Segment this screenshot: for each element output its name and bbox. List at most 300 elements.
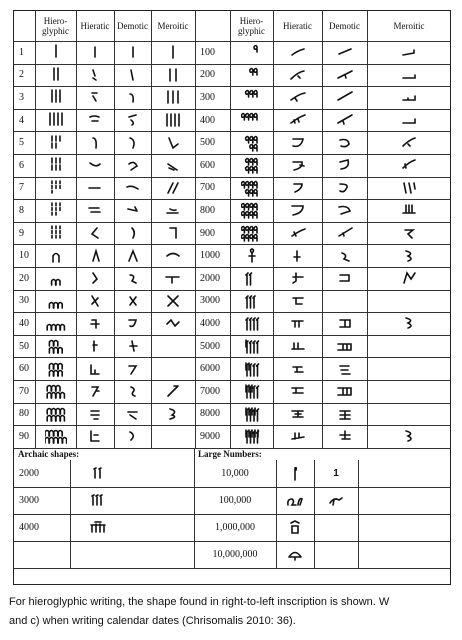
shen-ring-icon — [284, 545, 306, 563]
numeral-sign-icon — [230, 290, 273, 313]
numeral-table — [13, 10, 451, 585]
row-number: 10 — [19, 250, 29, 262]
hieratic-sign-icon — [84, 247, 106, 265]
hieratic-sign-icon — [84, 427, 106, 445]
demotic-sign-icon — [334, 201, 356, 219]
numeral-sign-icon — [273, 425, 322, 448]
demotic-sign-icon — [334, 427, 356, 445]
row-number: 8 — [19, 204, 24, 216]
numeral-sign-icon — [114, 425, 151, 448]
hieratic-sign-icon — [84, 382, 106, 400]
demotic-sign-icon — [122, 292, 144, 310]
row-number: 700 — [200, 182, 215, 194]
large-number: 100,000 — [218, 494, 252, 506]
numeral-sign-icon — [114, 131, 151, 154]
demotic-sign-icon — [122, 134, 144, 152]
meroitic-sign-icon — [398, 66, 420, 84]
numeral-sign-icon — [76, 109, 114, 132]
caption-line-1: For hieroglyphic writing, the shape found in right-to-left inscription is shown. W — [9, 596, 390, 608]
numeral-sign-icon — [114, 335, 151, 358]
demotic-sign-icon — [334, 314, 356, 332]
column-header-hieroglyphic: Hiero- glyphic — [42, 16, 69, 36]
large-numbers-heading: Large Numbers: — [198, 448, 262, 459]
demotic-sign-icon — [122, 427, 144, 445]
numeral-sign-icon — [276, 460, 314, 487]
column-header-meroitic2: Meroitic — [393, 21, 425, 31]
numeral-sign-icon — [322, 222, 367, 245]
numeral-sign-icon — [273, 131, 322, 154]
demotic-sign-icon — [334, 66, 356, 84]
numeral-sign-icon — [273, 177, 322, 200]
numeral-sign-icon — [114, 290, 151, 313]
numeral-sign-icon — [76, 244, 114, 267]
hieratic-sign-icon — [287, 427, 309, 445]
numeral-sign-icon — [314, 487, 358, 514]
numeral-sign-icon — [367, 131, 451, 154]
hieroglyph-sign-icon — [241, 43, 263, 61]
column-header-hieratic2: Hieratic — [283, 21, 312, 31]
demotic-sign-icon — [122, 405, 144, 423]
numeral-sign-icon — [35, 64, 76, 87]
row-number: 60 — [19, 363, 29, 375]
demotic-sign-icon — [122, 66, 144, 84]
row-number: 3 — [19, 91, 24, 103]
numeral-sign-icon — [322, 335, 367, 358]
numeral-sign-icon — [35, 154, 76, 177]
numeral-sign-icon — [76, 177, 114, 200]
hieratic-sign-icon — [84, 88, 106, 106]
meroitic-sign-icon — [398, 43, 420, 61]
numeral-sign-icon — [322, 267, 367, 290]
column-divider — [358, 460, 359, 568]
numeral-sign-icon — [114, 199, 151, 222]
hieratic-sign-icon — [84, 292, 106, 310]
row-number: 50 — [19, 340, 29, 352]
numeral-sign-icon — [367, 267, 451, 290]
numeral-sign-icon — [367, 244, 451, 267]
row-number: 900 — [200, 227, 215, 239]
numeral-sign-icon — [322, 380, 367, 403]
numeral-sign-icon — [273, 403, 322, 426]
hieratic-sign-icon — [84, 269, 106, 287]
row-number: 1 — [19, 46, 24, 58]
hieroglyph-sign-icon — [241, 360, 263, 378]
meroitic-sign-icon — [162, 405, 184, 423]
numeral-sign-icon — [76, 335, 114, 358]
numeral-sign-icon — [35, 357, 76, 380]
numeral-sign-icon — [273, 64, 322, 87]
numeral-sign-icon — [35, 177, 76, 200]
demotic-sign-icon — [334, 88, 356, 106]
numeral-sign-icon — [367, 41, 451, 64]
numeral-sign-icon — [230, 357, 273, 380]
meroitic-sign-icon — [162, 179, 184, 197]
numeral-sign-icon — [230, 109, 273, 132]
meroitic-sign-icon — [162, 269, 184, 287]
numeral-sign-icon — [114, 109, 151, 132]
numeral-sign-icon — [114, 86, 151, 109]
row-divider — [14, 568, 450, 569]
numeral-sign-icon — [151, 154, 195, 177]
hieroglyph-sign-icon — [241, 66, 263, 84]
demotic-sign-icon — [122, 201, 144, 219]
hieroglyph-sign-icon — [241, 314, 263, 332]
hieratic-sign-icon — [84, 314, 106, 332]
meroitic-sign-icon — [398, 179, 420, 197]
numeral-sign-icon — [230, 131, 273, 154]
hieratic-sign-icon — [287, 179, 309, 197]
numeral-sign-icon — [367, 109, 451, 132]
demotic-sign-icon — [334, 156, 356, 174]
row-number: 4 — [19, 114, 24, 126]
demotic-sign-icon — [122, 179, 144, 197]
demotic-sign-icon — [334, 43, 356, 61]
row-number: 5 — [19, 137, 24, 149]
numeral-sign-icon — [35, 222, 76, 245]
hieroglyph-sign-icon — [45, 360, 67, 378]
numeral-sign-icon — [273, 154, 322, 177]
hieratic-sign-icon — [287, 201, 309, 219]
heh-god-icon — [284, 518, 306, 536]
numeral-sign-icon — [35, 244, 76, 267]
row-number: 7 — [19, 182, 24, 194]
tadpole-demotic-icon — [325, 491, 347, 509]
meroitic-sign-icon — [398, 427, 420, 445]
meroitic-sign-icon — [162, 382, 184, 400]
demotic-sign-icon — [122, 111, 144, 129]
hieratic-sign-icon — [287, 292, 309, 310]
demotic-sign-icon — [334, 111, 356, 129]
numeral-sign-icon — [76, 290, 114, 313]
numeral-sign-icon — [276, 487, 314, 514]
large-number: 1,000,000 — [215, 521, 255, 533]
row-number: 500 — [200, 137, 215, 149]
hieratic-sign-icon — [287, 247, 309, 265]
hieratic-sign-icon — [84, 156, 106, 174]
hieroglyph-sign-icon — [45, 382, 67, 400]
numeral-sign-icon — [151, 64, 195, 87]
hieroglyph-sign-icon — [45, 292, 67, 310]
meroitic-sign-icon — [162, 66, 184, 84]
numeral-sign-icon — [35, 425, 76, 448]
numeral-sign-icon — [273, 380, 322, 403]
hieroglyph-sign-icon — [45, 337, 67, 355]
numeral-sign-icon — [114, 222, 151, 245]
numeral-sign-icon — [35, 312, 76, 335]
large-number: 10,000,000 — [212, 548, 258, 560]
numeral-sign-icon — [322, 403, 367, 426]
numeral-sign-icon — [276, 514, 314, 541]
numeral-sign-icon — [273, 199, 322, 222]
numeral-sign-icon — [273, 109, 322, 132]
large-number: 10,000 — [221, 467, 249, 479]
numeral-sign-icon — [230, 267, 273, 290]
meroitic-sign-icon — [162, 224, 184, 242]
numeral-sign-icon — [76, 131, 114, 154]
row-number: 6000 — [200, 363, 220, 375]
numeral-sign-icon — [151, 267, 195, 290]
hieratic-sign-icon — [287, 337, 309, 355]
row-number: 6 — [19, 159, 24, 171]
hieroglyph-sign-icon — [241, 269, 263, 287]
column-header-meroitic: Meroitic — [157, 21, 189, 31]
hieroglyph-sign-icon — [45, 111, 67, 129]
hieratic-sign-icon — [84, 360, 106, 378]
hieroglyph-sign-icon — [45, 156, 67, 174]
numeral-sign-icon — [114, 64, 151, 87]
numeral-sign-icon — [367, 199, 451, 222]
numeral-sign-icon — [230, 177, 273, 200]
hieratic-sign-icon — [84, 201, 106, 219]
row-number: 40 — [19, 317, 29, 329]
numeral-sign-icon — [70, 460, 126, 487]
hieratic-sign-icon — [84, 66, 106, 84]
numeral-sign-icon — [273, 357, 322, 380]
hieratic-sign-icon — [287, 269, 309, 287]
hieratic-sign-icon — [287, 360, 309, 378]
hieratic-sign-icon — [287, 314, 309, 332]
hieroglyph-sign-icon — [45, 88, 67, 106]
numeral-sign-icon — [114, 244, 151, 267]
numeral-sign-icon — [230, 154, 273, 177]
hieroglyph-sign-icon — [45, 224, 67, 242]
numeral-sign-icon — [114, 267, 151, 290]
archaic-number: 4000 — [19, 521, 39, 533]
numeral-sign-icon — [35, 290, 76, 313]
numeral-sign-icon — [151, 199, 195, 222]
hieratic-sign-icon — [287, 111, 309, 129]
hieratic-sign-icon — [84, 111, 106, 129]
numeral-sign-icon — [151, 403, 195, 426]
meroitic-sign-icon — [398, 224, 420, 242]
numeral-sign-icon — [151, 86, 195, 109]
column-header-hieroglyphic2: Hiero- glyphic — [238, 16, 265, 36]
numeral-sign-icon — [114, 312, 151, 335]
finger-icon — [284, 464, 306, 482]
numeral-sign-icon — [76, 357, 114, 380]
hieroglyph-sign-icon — [45, 314, 67, 332]
demotic-sign-icon — [122, 88, 144, 106]
column-header-hieratic: Hieratic — [80, 21, 110, 31]
numeral-sign-icon — [76, 403, 114, 426]
numeral-sign-icon — [114, 403, 151, 426]
numeral-sign-icon — [76, 312, 114, 335]
row-number: 30 — [19, 295, 29, 307]
numeral-sign-icon — [151, 380, 195, 403]
hieratic-sign-icon — [84, 134, 106, 152]
numeral-sign-icon — [35, 86, 76, 109]
numeral-sign-icon — [151, 177, 195, 200]
demotic-sign-icon — [334, 360, 356, 378]
meroitic-sign-icon — [398, 314, 420, 332]
hieroglyph-sign-icon — [45, 247, 67, 265]
numeral-sign-icon — [322, 131, 367, 154]
numeral-sign-icon — [322, 177, 367, 200]
numeral-sign-icon — [273, 290, 322, 313]
numeral-sign-icon — [367, 222, 451, 245]
hieroglyph-sign-icon — [45, 201, 67, 219]
numeral-sign-icon — [76, 267, 114, 290]
numeral-sign-icon — [35, 131, 76, 154]
hieroglyph-sign-icon — [45, 179, 67, 197]
numeral-sign-icon — [273, 41, 322, 64]
column-header-demotic: Demotic — [117, 21, 148, 31]
row-number: 8000 — [200, 408, 220, 420]
hieroglyph-sign-icon — [241, 382, 263, 400]
row-number: 2 — [19, 69, 24, 81]
demotic-sign-icon — [334, 269, 356, 287]
meroitic-sign-icon — [398, 156, 420, 174]
row-number: 5000 — [200, 340, 220, 352]
numeral-sign-icon — [367, 154, 451, 177]
numeral-sign-icon — [230, 335, 273, 358]
numeral-sign-icon — [322, 86, 367, 109]
numeral-sign-icon — [230, 312, 273, 335]
row-number: 600 — [200, 159, 215, 171]
row-number: 200 — [200, 69, 215, 81]
numeral-sign-icon — [114, 357, 151, 380]
hieroglyph-sign-icon — [241, 156, 263, 174]
meroitic-sign-icon — [162, 156, 184, 174]
caption-line-2: and c) when writing calendar dates (Chrisomalis 2010: 36). — [9, 615, 296, 627]
column-header-demotic2: Demotic — [329, 21, 360, 31]
numeral-sign-icon — [322, 109, 367, 132]
hieroglyph-sign-icon — [45, 134, 67, 152]
meroitic-sign-icon — [398, 247, 420, 265]
archaic-sign-icon — [87, 491, 109, 509]
numeral-sign-icon — [70, 514, 126, 541]
hieroglyph-sign-icon — [241, 405, 263, 423]
meroitic-sign-icon — [162, 134, 184, 152]
demotic-sign-icon — [122, 360, 144, 378]
archaic-number: 2000 — [19, 467, 39, 479]
numeral-sign-icon — [230, 244, 273, 267]
hieroglyph-sign-icon — [241, 247, 263, 265]
numeral-sign-icon — [367, 312, 451, 335]
numeral-sign-icon — [35, 403, 76, 426]
meroitic-sign-icon — [398, 88, 420, 106]
demotic-sign-icon — [122, 156, 144, 174]
hieratic-sign-icon — [84, 43, 106, 61]
archaic-heading: Archaic shapes: — [18, 448, 80, 459]
numeral-sign-icon — [322, 64, 367, 87]
hieratic-sign-icon — [287, 224, 309, 242]
meroitic-sign-icon — [162, 314, 184, 332]
hieroglyph-sign-icon — [241, 337, 263, 355]
hieroglyph-sign-icon — [241, 201, 263, 219]
numeral-sign-icon — [230, 425, 273, 448]
hieratic-sign-icon — [84, 179, 106, 197]
numeral-sign-icon — [367, 86, 451, 109]
hieratic-sign-icon — [84, 337, 106, 355]
archaic-sign-icon — [87, 518, 109, 536]
numeral-sign-icon — [76, 64, 114, 87]
numeral-sign-icon — [151, 131, 195, 154]
row-number: 800 — [200, 204, 215, 216]
meroitic-sign-icon — [398, 111, 420, 129]
hieratic-sign-icon — [287, 134, 309, 152]
numeral-sign-icon — [230, 222, 273, 245]
numeral-sign-icon — [35, 335, 76, 358]
hieroglyph-sign-icon — [45, 66, 67, 84]
hieroglyph-sign-icon — [45, 269, 67, 287]
demotic-sign-icon — [122, 247, 144, 265]
tadpole-icon — [284, 491, 306, 509]
demotic-sign-icon — [122, 224, 144, 242]
numeral-sign-icon — [76, 154, 114, 177]
numeral-sign-icon — [35, 380, 76, 403]
numeral-sign-icon — [367, 64, 451, 87]
row-number: 2000 — [200, 272, 220, 284]
demotic-10000: 1 — [333, 467, 339, 479]
demotic-sign-icon — [334, 134, 356, 152]
row-number: 4000 — [200, 317, 220, 329]
archaic-number: 3000 — [19, 494, 39, 506]
hieroglyph-sign-icon — [241, 292, 263, 310]
numeral-sign-icon — [322, 41, 367, 64]
numeral-sign-icon — [230, 41, 273, 64]
hieroglyph-sign-icon — [241, 179, 263, 197]
row-number: 400 — [200, 114, 215, 126]
hieratic-sign-icon — [287, 405, 309, 423]
numeral-sign-icon — [114, 41, 151, 64]
numeral-sign-icon — [276, 541, 314, 568]
numeral-sign-icon — [230, 380, 273, 403]
row-number: 80 — [19, 408, 29, 420]
demotic-sign-icon — [122, 382, 144, 400]
numeral-sign-icon — [114, 177, 151, 200]
demotic-sign-icon — [334, 179, 356, 197]
row-number: 100 — [200, 46, 215, 58]
hieroglyph-sign-icon — [45, 427, 67, 445]
numeral-sign-icon — [322, 425, 367, 448]
meroitic-sign-icon — [162, 247, 184, 265]
demotic-sign-icon — [334, 382, 356, 400]
demotic-sign-icon — [334, 247, 356, 265]
numeral-sign-icon — [322, 154, 367, 177]
hieroglyph-sign-icon — [45, 405, 67, 423]
numeral-sign-icon — [114, 154, 151, 177]
meroitic-sign-icon — [398, 269, 420, 287]
hieratic-sign-icon — [287, 156, 309, 174]
demotic-sign-icon — [122, 337, 144, 355]
numeral-sign-icon — [76, 86, 114, 109]
hieroglyph-sign-icon — [241, 111, 263, 129]
demotic-sign-icon — [122, 43, 144, 61]
numeral-sign-icon — [151, 109, 195, 132]
numeral-sign-icon — [230, 403, 273, 426]
hieratic-sign-icon — [287, 43, 309, 61]
row-number: 9000 — [200, 430, 220, 442]
hieratic-sign-icon — [84, 405, 106, 423]
meroitic-sign-icon — [398, 201, 420, 219]
meroitic-sign-icon — [162, 43, 184, 61]
demotic-sign-icon — [334, 224, 356, 242]
numeral-sign-icon — [76, 380, 114, 403]
numeral-sign-icon — [230, 86, 273, 109]
numeral-sign-icon — [35, 41, 76, 64]
numeral-sign-icon — [322, 357, 367, 380]
numeral-sign-icon — [70, 487, 126, 514]
numeral-sign-icon — [322, 199, 367, 222]
numeral-sign-icon — [35, 199, 76, 222]
demotic-sign-icon — [122, 269, 144, 287]
numeral-sign-icon — [273, 267, 322, 290]
numeral-sign-icon — [76, 199, 114, 222]
numeral-sign-icon — [273, 86, 322, 109]
numeral-sign-icon — [367, 177, 451, 200]
meroitic-sign-icon — [162, 201, 184, 219]
